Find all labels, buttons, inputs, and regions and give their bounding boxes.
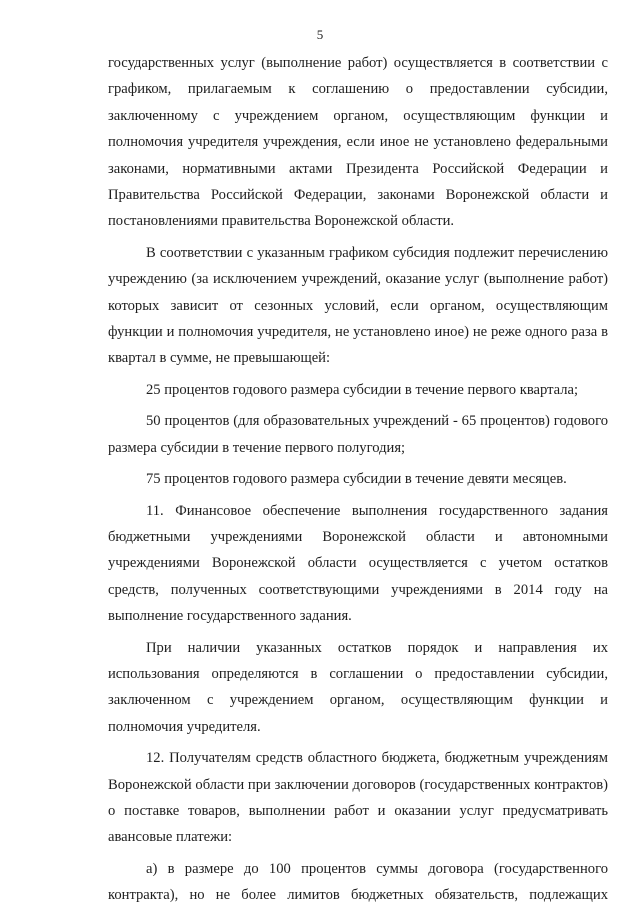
paragraph-subsidy-transfer: В соответствии с указанным графиком субсидия подлежит перечислению учреждению (за исключением учреждений, оказание услуг (выполнение работ) которых зависит от сезонных условий, если органом, осуществляющим функции и полномочия учредителя, не установлено иное) не реже одного раза в квартал в сумме, не превышающей:: [108, 244, 608, 367]
paragraph-remaining-funds: При наличии указанных остатков порядок и направления их использования определяются в соглашении о предоставлении субсидии, заключенном с учреждением органом, осуществляющим функции и полномочия учредителя.: [108, 639, 608, 735]
page-number: 5: [316, 27, 324, 42]
paragraph-item-11: 11. Финансовое обеспечение выполнения государственного задания бюджетными учреждениями Воронежской области и автономными учреждениями Воронежской области осуществляется с учетом остатков средств, полученных соответствующими учреждениями в 2014 году на выполнение государственного задания.: [108, 502, 608, 625]
paragraph-item-12: 12. Получателям средств областного бюджета, бюджетным учреждениям Воронежской области при заключении договоров (государственных контрактов) о поставке товаров, выполнении работ и оказании услуг предусматривать авансовые платежи:: [108, 750, 608, 846]
paragraph-item-12a: а) в размере до 100 процентов суммы договора (государственного контракта), но не более лимитов бюджетных обязательств, подлежащих: [108, 860, 608, 904]
paragraph-75-percent: 75 процентов годового размера субсидии в течение девяти месяцев.: [146, 471, 567, 488]
paragraph-graphic-schedule: государственных услуг (выполнение работ) осуществляется в соответствии с графиком, прилагаемым к соглашению о предоставлении субсидии, заключенному с учреждением органом, осуществляющим функции и полномочия учредителя учреждения, если иное не установлено федеральными законами, нормативными актами Президента Российской Федерации и Правительства Российской Федерации, законами Воронежской области и постановлениями правительства Воронежской области.: [108, 55, 608, 230]
document-body: [108, 50, 608, 909]
paragraph-25-percent: 25 процентов годового размера субсидии в течение первого квартала;: [146, 381, 579, 398]
paragraph-50-percent: 50 процентов (для образовательных учреждений - 65 процентов) годового размера субсидии в течение первого полугодия;: [108, 413, 608, 456]
